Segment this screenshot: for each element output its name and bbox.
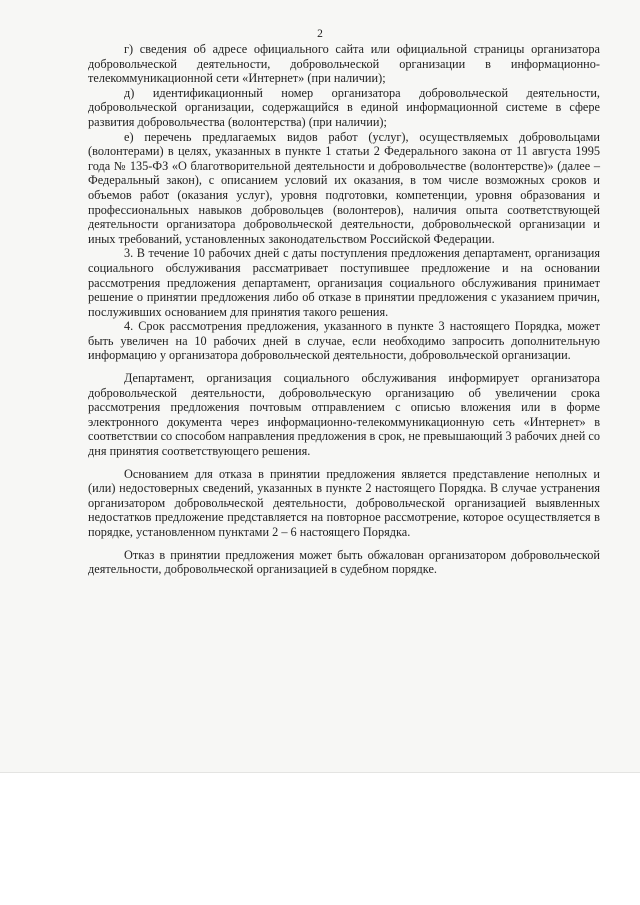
page-number: 2 xyxy=(317,28,323,40)
paragraph-g-official-website: г) сведения об адресе официального сайта или официальной страницы организатора добровольческой деятельности, добровольческой организации в информационно-телекоммуникационной сети «Интернет» (при наличии); xyxy=(88,42,600,86)
paragraph-e-list-of-works: е) перечень предлагаемых видов работ (услуг), осуществляемых добровольцами (волонтерами) в целях, указанных в пункте 1 статьи 2 Федерального закона от 11 августа 1995 года № 135-ФЗ «О благотворительной деятельности и добровольчестве (волонтерстве)» (далее – Федеральный закон), с описанием условий их оказания, в том числе возможных сроков и объемов работ (оказания услуг), уровня подготовки, компетенции, уровня образования и профессиональных навыков добровольцев (волонтеров), наличия опыта соответствующей деятельности организатора добровольческой деятельности, добровольческой организации и иных требований, установленных законодательством Российской Федерации. xyxy=(88,129,600,246)
paragraph-4-extension: 4. Срок рассмотрения предложения, указанного в пункте 3 настоящего Порядка, может быть увеличен на 10 рабочих дней в случае, если необходимо запросить дополнительную информацию у организатора добровольческой деятельности, добровольческой организации. xyxy=(88,319,600,363)
paragraph-appeal: Отказ в принятии предложения может быть обжалован организатором добровольческой деятельности, добровольческой организацией в судебном порядке. xyxy=(88,547,600,577)
paragraph-notification: Департамент, организация социального обслуживания информирует организатора добровольческой деятельности, добровольческую организацию об увеличении срока рассмотрения предложения почтовым отправлением с описью вложения или в форме электронного документа через информационно-телекоммуникационную сеть «Интернет» в соответствии со способом направления предложения в срок, не превышающий 3 рабочих дней со дня принятия соответствующего решения. xyxy=(88,371,600,459)
document-body xyxy=(88,42,600,577)
paragraph-refusal-grounds: Основанием для отказа в принятии предложения является представление неполных и (или) недостоверных сведений, указанных в пункте 2 настоящего Порядка. В случае устранения организатором добровольческой деятельности, добровольческой организацией выявленных недостатков предложение представляется на повторное рассмотрение, которое осуществляется в порядке, установленном пунктами 2 – 6 настоящего Порядка. xyxy=(88,466,600,539)
paragraph-3-review-period: 3. В течение 10 рабочих дней с даты поступления предложения департамент, организация социального обслуживания рассматривает поступившее предложение и на основании рассмотрения предложения департамент, организация социального обслуживания принимает решение о принятии предложения либо об отказе в принятии предложения с указанием причин, послуживших основанием для принятия такого решения. xyxy=(88,246,600,319)
paragraph-d-identification-number: д) идентификационный номер организатора добровольческой деятельности, добровольческой организации, содержащийся в единой информационной системе в сфере развития добровольчества (волонтерства) (при наличии); xyxy=(88,85,600,129)
